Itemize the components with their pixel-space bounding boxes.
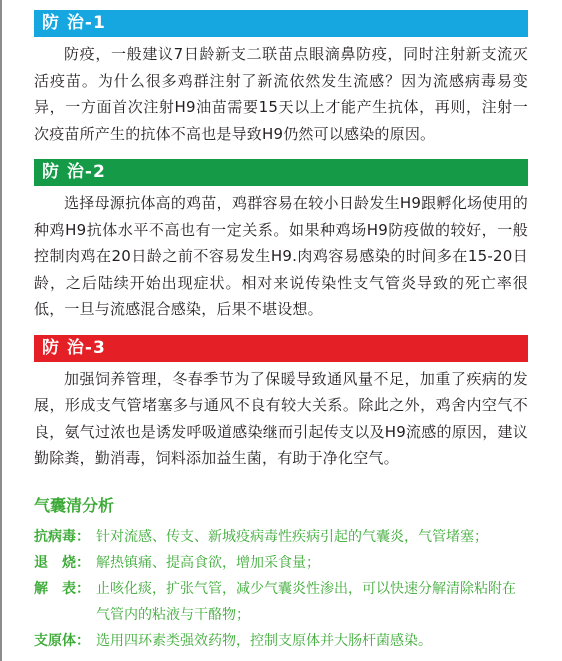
- analysis-item: [34, 524, 528, 550]
- section-prevention-1: [34, 10, 528, 147]
- analysis-description: 选用四环素类强效药物，控制支原体并大肠杆菌感染。: [96, 632, 432, 649]
- analysis-description: 止咳化痰，扩张气管，减少气囊炎性渗出，可以快速分解清除粘附在气管内的粘液与干酪物；: [96, 580, 516, 623]
- section-body-3: 加强饲养管理，冬春季节为了保暖导致通风量不足，加重了疾病的发展，形成支气管堵塞多与通风不良有较大关系。除此之外，鸡舍内空气不良，氨气过浓也是诱发呼吸道感染继而引起传支以及H9流感的原因，建议勤除粪，勤消毒，饲料添加益生菌，有助于净化空气。: [34, 369, 528, 467]
- section-prevention-3: [34, 335, 528, 472]
- section-body-2: 选择母源抗体高的鸡苗，鸡群容易在较小日龄发生H9跟孵化场使用的种鸡H9抗体水平不高也有一定关系。如果种鸡场H9防疫做的较好，一般控制肉鸡在20日龄之前不容易发生H9.肉鸡容易感染的时间多在15-20日龄，之后陆续开始出现症状。相对来说传染性支气管炎导致的死亡率很低，一旦与流感混合感染，后果不堪设想。: [34, 194, 528, 318]
- analysis-title: 气囊清分析: [34, 495, 115, 515]
- analysis-term: 退 烧：: [34, 554, 90, 571]
- analysis-description: 解热镇痛、提高食欲，增加采食量；: [96, 554, 320, 571]
- document-page: [34, 10, 528, 654]
- analysis-term: 解 表：: [34, 580, 90, 597]
- section-prevention-2: [34, 159, 528, 323]
- analysis-item: [34, 576, 528, 628]
- analysis-item: [34, 628, 528, 654]
- section-banner-1: 防 治-1: [34, 10, 528, 37]
- analysis-term: 支原体：: [34, 632, 90, 649]
- analysis-term: 抗病毒：: [34, 528, 90, 545]
- analysis-item: [34, 550, 528, 576]
- section-banner-3: 防 治-3: [34, 335, 528, 362]
- section-body-1: 防疫，一般建议7日龄新支二联苗点眼滴鼻防疫，同时注射新支流灭活疫苗。为什么很多鸡群注射了新流依然发生流感？因为流感病毒易变异，一方面首次注射H9油苗需要15天以上才能产生抗体，再则，注射一次疫苗所产生的抗体不高也是导致H9仍然可以感染的原因。: [34, 45, 528, 143]
- analysis-block: [34, 494, 528, 654]
- section-banner-2: 防 治-2: [34, 159, 528, 186]
- page-edge-rule: [0, 0, 2, 661]
- analysis-description: 针对流感、传支、新城疫病毒性疾病引起的气囊炎，气管堵塞；: [96, 528, 488, 545]
